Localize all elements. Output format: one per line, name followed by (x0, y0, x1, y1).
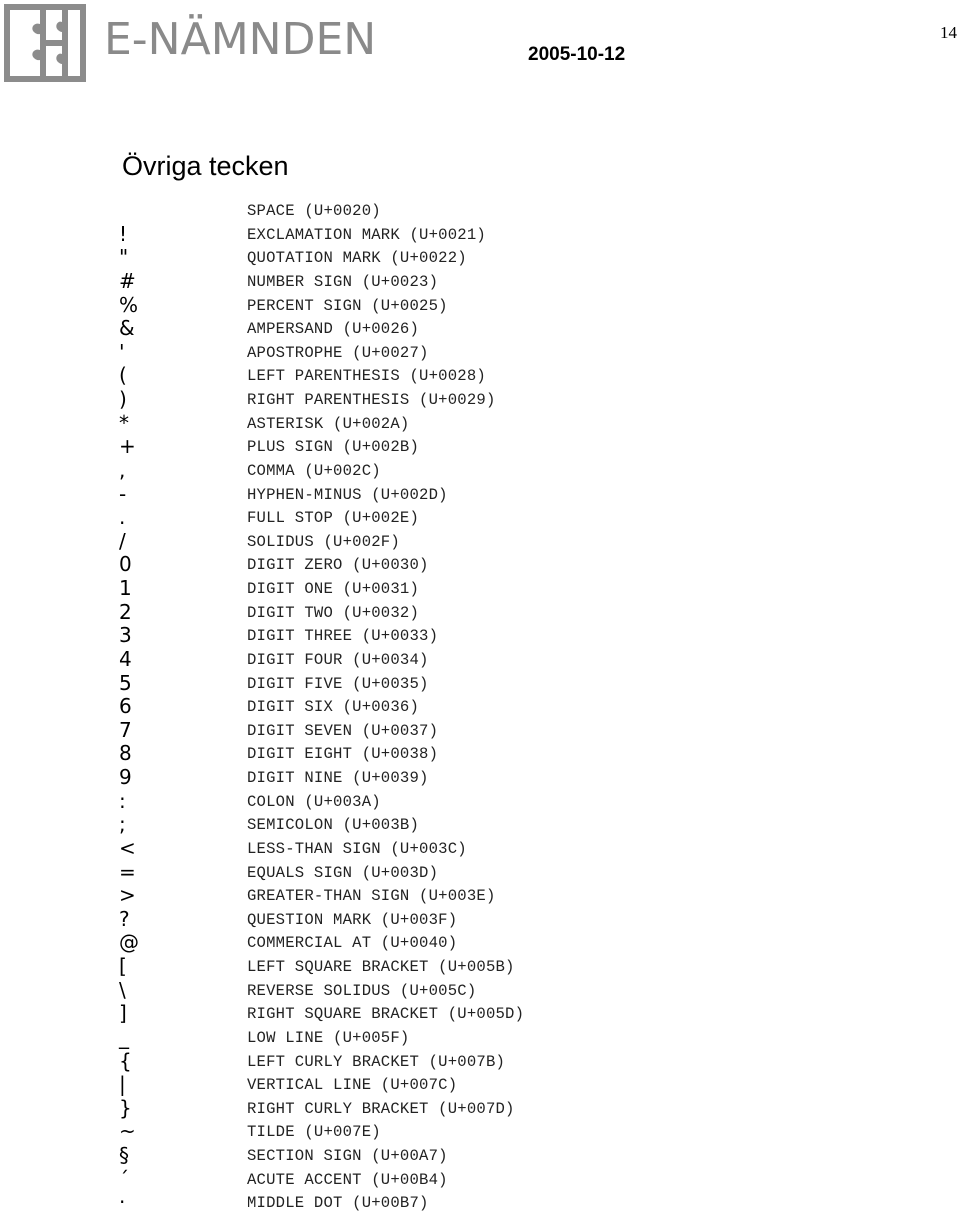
character-description: DIGIT ONE (U+0031) (247, 580, 420, 598)
character-glyph: 2 (119, 599, 132, 624)
logo (4, 4, 384, 82)
list-item (0, 647, 960, 671)
list-item (0, 269, 960, 293)
character-description: COMMA (U+002C) (247, 461, 381, 480)
character-description: APOSTROPHE (U+0027) (247, 343, 429, 362)
character-list (0, 198, 960, 1214)
character-description: HYPHEN-MINUS (U+002D) (247, 485, 448, 504)
character-glyph: 6 (119, 694, 132, 719)
character-glyph: } (119, 1095, 132, 1120)
list-item (0, 198, 960, 222)
document-date: 2005-10-12 (528, 44, 626, 65)
character-glyph: ? (119, 906, 130, 931)
list-item (0, 836, 960, 860)
character-glyph: ] (119, 1001, 127, 1026)
character-description: DIGIT SIX (U+0036) (247, 698, 420, 717)
character-glyph: + (119, 434, 136, 459)
character-glyph: ( (119, 363, 127, 388)
list-item (0, 1096, 960, 1120)
character-description: DIGIT FOUR (U+0034) (247, 650, 429, 669)
list-item (0, 505, 960, 529)
character-description: EQUALS SIGN (U+003D) (247, 863, 439, 882)
list-item (0, 1143, 960, 1167)
character-description: FULL STOP (U+002E) (247, 509, 420, 528)
logo-text: E-NÄMNDEN (104, 14, 377, 65)
list-item (0, 860, 960, 884)
character-glyph: - (119, 481, 127, 506)
character-description: PLUS SIGN (U+002B) (247, 438, 420, 457)
character-glyph: 9 (119, 765, 132, 789)
list-item (0, 1119, 960, 1143)
character-description: DIGIT ZERO (U+0030) (247, 556, 429, 575)
character-glyph: # (119, 268, 136, 293)
list-item (0, 482, 960, 506)
list-item (0, 694, 960, 718)
character-glyph: 8 (119, 741, 132, 766)
list-item (0, 623, 960, 647)
list-item (0, 245, 960, 269)
character-glyph: ~ (119, 1119, 136, 1144)
character-description: QUOTATION MARK (U+0022) (247, 249, 467, 268)
list-item (0, 930, 960, 954)
list-item (0, 718, 960, 742)
list-item (0, 552, 960, 576)
character-description: DIGIT FIVE (U+0035) (247, 674, 429, 693)
character-glyph: * (119, 410, 129, 435)
list-item (0, 576, 960, 600)
list-item (0, 812, 960, 836)
character-description: GREATER-THAN SIGN (U+003E) (247, 887, 496, 906)
list-item (0, 1190, 960, 1214)
character-glyph: · (119, 1190, 126, 1214)
list-item (0, 387, 960, 411)
character-glyph: 1 (119, 576, 132, 600)
list-item (0, 222, 960, 246)
character-glyph (119, 198, 149, 222)
character-description: DIGIT THREE (U+0033) (247, 627, 439, 646)
puzzle-logo-icon (4, 4, 86, 82)
list-item (0, 600, 960, 624)
list-item (0, 883, 960, 907)
character-description: LEFT SQUARE BRACKET (U+005B) (247, 958, 515, 976)
character-description: LOW LINE (U+005F) (247, 1028, 410, 1047)
list-item (0, 434, 960, 458)
character-glyph: 7 (119, 717, 132, 742)
character-glyph: § (119, 1143, 129, 1167)
character-glyph: : (119, 788, 126, 813)
character-description: DIGIT TWO (U+0032) (247, 603, 420, 622)
character-glyph: { (119, 1048, 132, 1073)
character-description: DIGIT EIGHT (U+0038) (247, 745, 439, 764)
character-glyph: @ (119, 930, 139, 955)
character-description: EXCLAMATION MARK (U+0021) (247, 225, 486, 244)
character-description: SECTION SIGN (U+00A7) (247, 1147, 448, 1165)
character-description: PERCENT SIGN (U+0025) (247, 296, 448, 315)
list-item (0, 529, 960, 553)
character-description: RIGHT SQUARE BRACKET (U+005D) (247, 1005, 525, 1024)
character-description: MIDDLE DOT (U+00B7) (247, 1194, 429, 1213)
character-glyph: ' (119, 339, 125, 364)
character-glyph: \ (119, 977, 126, 1002)
list-item (0, 1025, 960, 1049)
list-item (0, 1001, 960, 1025)
character-description: COLON (U+003A) (247, 792, 381, 811)
character-glyph: ´ (119, 1166, 129, 1191)
character-glyph: [ (119, 954, 127, 978)
character-glyph: | (119, 1072, 126, 1097)
character-description: DIGIT NINE (U+0039) (247, 769, 429, 787)
character-description: QUESTION MARK (U+003F) (247, 910, 458, 929)
character-description: ACUTE ACCENT (U+00B4) (247, 1170, 448, 1189)
character-description: DIGIT SEVEN (U+0037) (247, 721, 439, 740)
character-glyph: < (119, 835, 136, 860)
character-glyph: > (119, 883, 136, 908)
character-glyph: 5 (119, 670, 132, 695)
character-glyph: 0 (119, 552, 132, 577)
list-item (0, 741, 960, 765)
character-glyph: 4 (119, 646, 132, 671)
list-item (0, 978, 960, 1002)
list-item (0, 954, 960, 978)
character-glyph: ! (119, 221, 128, 246)
character-description: SPACE (U+0020) (247, 202, 381, 220)
character-glyph: ) (119, 387, 127, 411)
character-description: COMMERCIAL AT (U+0040) (247, 934, 458, 953)
character-glyph: 3 (119, 623, 132, 648)
list-item (0, 293, 960, 317)
character-description: RIGHT PARENTHESIS (U+0029) (247, 391, 496, 409)
list-item (0, 316, 960, 340)
character-glyph: ; (119, 812, 126, 837)
character-description: LEFT CURLY BRACKET (U+007B) (247, 1052, 506, 1071)
list-item (0, 1167, 960, 1191)
character-description: VERTICAL LINE (U+007C) (247, 1076, 458, 1095)
character-glyph: " (119, 245, 129, 270)
list-item (0, 1072, 960, 1096)
list-item (0, 340, 960, 364)
character-description: SOLIDUS (U+002F) (247, 532, 400, 551)
character-glyph: . (119, 505, 126, 530)
list-item (0, 671, 960, 695)
character-description: RIGHT CURLY BRACKET (U+007D) (247, 1099, 515, 1118)
character-description: NUMBER SIGN (U+0023) (247, 272, 439, 291)
character-description: LEFT PARENTHESIS (U+0028) (247, 367, 486, 386)
character-description: LESS-THAN SIGN (U+003C) (247, 839, 467, 858)
section-heading: Övriga tecken (122, 151, 289, 181)
list-item (0, 458, 960, 482)
character-description: TILDE (U+007E) (247, 1123, 381, 1142)
list-item (0, 789, 960, 813)
character-description: AMPERSAND (U+0026) (247, 320, 420, 339)
character-glyph: _ (119, 1024, 129, 1049)
list-item (0, 1049, 960, 1073)
character-glyph: % (119, 292, 139, 317)
character-glyph: & (119, 316, 135, 341)
list-item (0, 765, 960, 789)
character-glyph: / (119, 528, 126, 553)
character-description: SEMICOLON (U+003B) (247, 816, 420, 835)
character-glyph: , (119, 457, 126, 482)
list-item (0, 363, 960, 387)
character-description: REVERSE SOLIDUS (U+005C) (247, 981, 477, 1000)
list-item (0, 907, 960, 931)
character-description: ASTERISK (U+002A) (247, 414, 410, 433)
character-glyph: = (119, 859, 136, 884)
list-item (0, 411, 960, 435)
page-number: 14 (940, 23, 957, 42)
